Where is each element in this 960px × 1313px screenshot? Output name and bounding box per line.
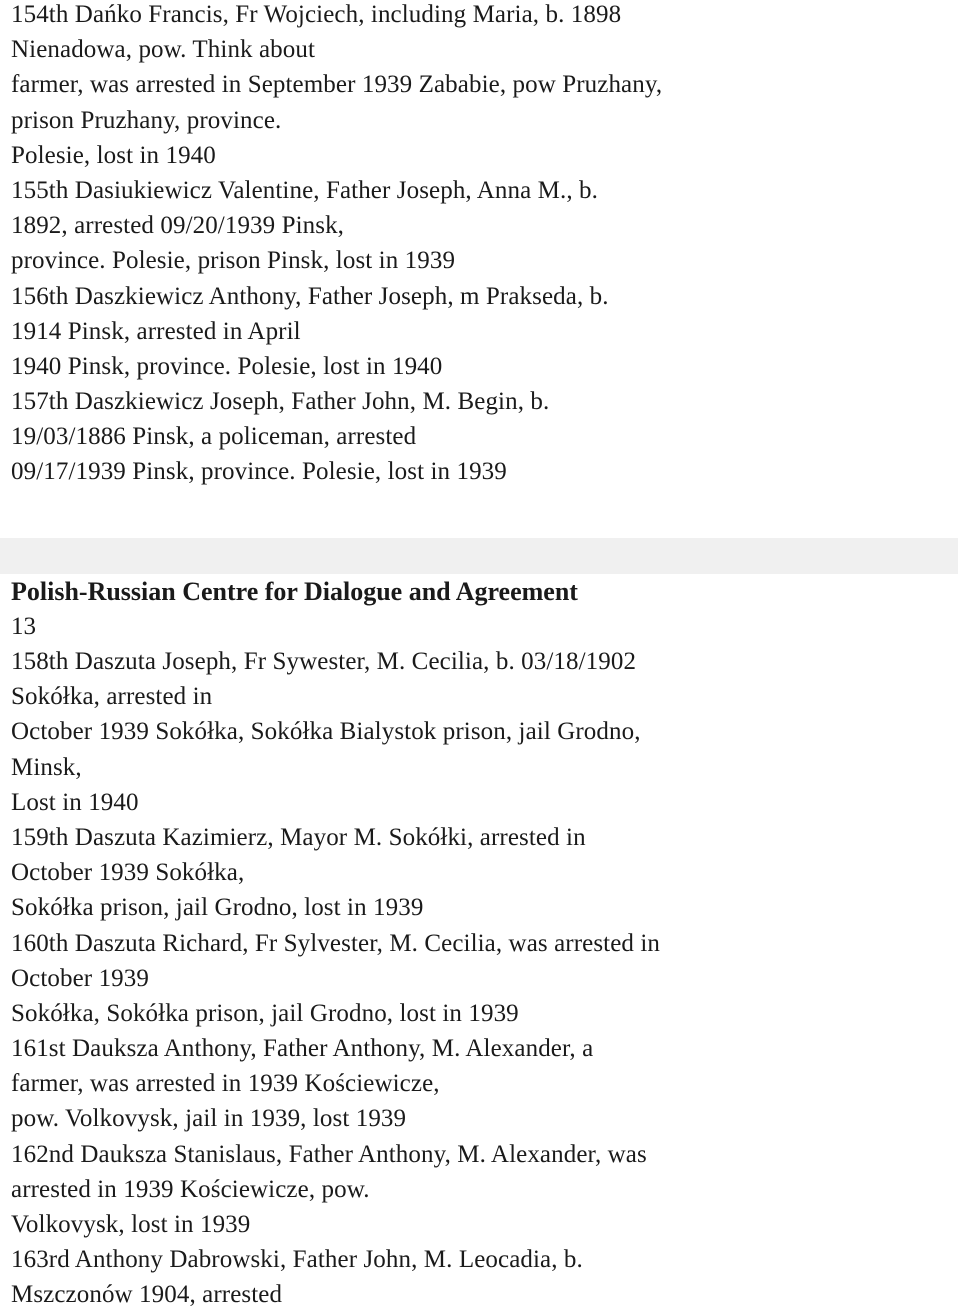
text-line: pow. Volkovysk, jail in 1939, lost 1939: [11, 1105, 407, 1133]
text-line: Sokółka, arrested in: [11, 683, 213, 711]
text-line: 159th Daszuta Kazimierz, Mayor M. Sokółki, arrested in: [11, 823, 586, 851]
text-line: Volkovysk, lost in 1939: [11, 1211, 251, 1238]
text-line: 1940 Pinsk, province. Polesie, lost in 1940: [11, 352, 443, 380]
text-line: October 1939 Sokółka, Sokółka Bialystok prison, jail Grodno,: [11, 718, 641, 746]
text-line: 09/17/1939 Pinsk, province. Polesie, lost in 1939: [11, 458, 507, 486]
text-line: Nienadowa, pow. Think about: [11, 36, 316, 64]
document-text-block-top: [11, 0, 954, 490]
page-header: Polish-Russian Centre for Dialogue and Agreement: [11, 577, 578, 606]
document-text-block-bottom: [11, 644, 954, 1313]
text-line: Sokółka prison, jail Grodno, lost in 1939: [11, 894, 424, 922]
text-line: 158th Daszuta Joseph, Fr Sywester, M. Cecilia, b. 03/18/1902: [11, 648, 637, 675]
page-separator: [0, 538, 958, 574]
text-line: October 1939 Sokółka,: [11, 859, 245, 887]
text-line: 1914 Pinsk, arrested in April: [11, 317, 301, 345]
text-line: 157th Daszkiewicz Joseph, Father John, M. Begin, b.: [11, 388, 550, 416]
text-line: Minsk,: [11, 753, 82, 781]
text-line: farmer, was arrested in September 1939 Zababie, pow Pruzhany,: [11, 71, 663, 99]
text-line: farmer, was arrested in 1939 Kościewicze,: [11, 1070, 440, 1098]
text-line: Sokółka, Sokółka prison, jail Grodno, lost in 1939: [11, 999, 519, 1027]
text-line: 19/03/1886 Pinsk, a policeman, arrested: [11, 423, 417, 451]
text-line: 1892, arrested 09/20/1939 Pinsk,: [11, 212, 345, 240]
page-number: 13: [11, 613, 36, 640]
text-line: 154th Dańko Francis, Fr Wojciech, including Maria, b. 1898: [11, 1, 622, 28]
text-line: 162nd Dauksza Stanislaus, Father Anthony, M. Alexander, was: [11, 1140, 647, 1168]
text-line: Polesie, lost in 1940: [11, 141, 216, 169]
text-line: October 1939: [11, 964, 149, 992]
text-line: province. Polesie, prison Pinsk, lost in 1939: [11, 247, 456, 275]
text-line: 161st Dauksza Anthony, Father Anthony, M. Alexander, a: [11, 1035, 594, 1063]
text-line: arrested in 1939 Kościewicze, pow.: [11, 1175, 370, 1203]
text-line: Mszczonów 1904, arrested: [11, 1281, 283, 1309]
text-line: 155th Dasiukiewicz Valentine, Father Joseph, Anna M., b.: [11, 176, 598, 204]
text-line: 163rd Anthony Dabrowski, Father John, M. Leocadia, b.: [11, 1246, 583, 1274]
text-line: Lost in 1940: [11, 788, 139, 816]
text-line: prison Pruzhany, province.: [11, 106, 282, 134]
text-line: 156th Daszkiewicz Anthony, Father Joseph, m Prakseda, b.: [11, 282, 609, 310]
text-line: 160th Daszuta Richard, Fr Sylvester, M. Cecilia, was arrested in: [11, 929, 660, 957]
